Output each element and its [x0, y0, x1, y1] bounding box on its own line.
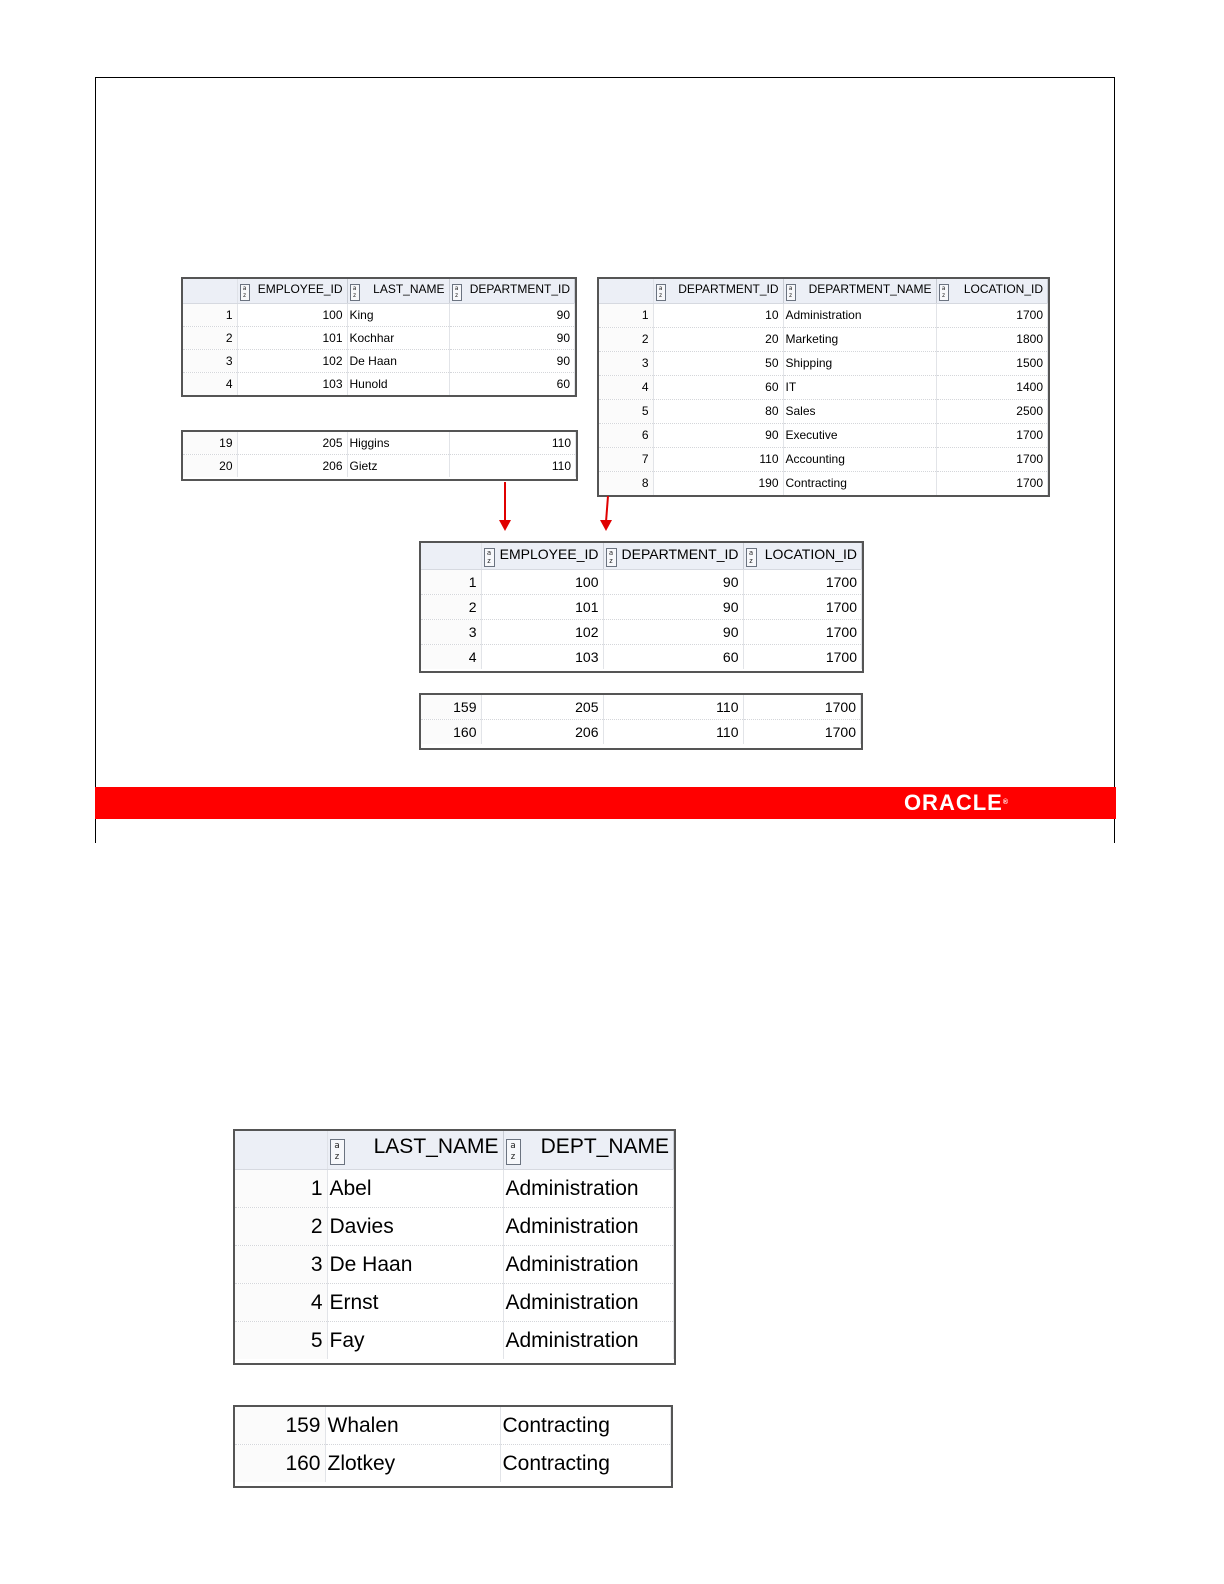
- column-header[interactable]: a z LOCATION_ID: [743, 543, 862, 570]
- table-row[interactable]: [183, 455, 576, 478]
- names-table-continued: [233, 1405, 673, 1488]
- cell[interactable]: Whalen: [325, 1407, 500, 1445]
- row-number: 5: [599, 400, 653, 424]
- cell[interactable]: Ernst: [327, 1284, 503, 1322]
- row-number: 7: [599, 448, 653, 472]
- row-number: 160: [421, 720, 481, 745]
- row-number: 4: [599, 376, 653, 400]
- cell[interactable]: 1700: [743, 570, 862, 595]
- cell[interactable]: 80: [653, 400, 783, 424]
- table-row[interactable]: [599, 304, 1048, 328]
- table-row[interactable]: [599, 472, 1048, 496]
- row-number-header: [183, 279, 237, 304]
- sort-icon[interactable]: a z: [656, 284, 666, 301]
- cell[interactable]: 190: [653, 472, 783, 496]
- cell[interactable]: 1800: [936, 328, 1048, 352]
- sort-icon[interactable]: a z: [939, 284, 949, 301]
- row-number: 3: [599, 352, 653, 376]
- cell[interactable]: Contracting: [500, 1407, 671, 1445]
- cell[interactable]: Sales: [783, 400, 936, 424]
- cell[interactable]: 60: [653, 376, 783, 400]
- row-number: 1: [421, 570, 481, 595]
- cell[interactable]: 205: [237, 432, 347, 455]
- sort-icon[interactable]: a z: [746, 548, 757, 567]
- oracle-logo: ORACLE®: [903, 790, 1009, 815]
- sort-icon[interactable]: a z: [606, 548, 617, 567]
- column-header[interactable]: a z LOCATION_ID: [936, 279, 1048, 304]
- table-row[interactable]: [235, 1284, 674, 1322]
- table-row[interactable]: [235, 1407, 671, 1445]
- cell[interactable]: 206: [237, 455, 347, 478]
- cell[interactable]: Administration: [503, 1170, 674, 1208]
- row-number: 3: [183, 350, 237, 373]
- row-number: 2: [599, 328, 653, 352]
- cell[interactable]: Executive: [783, 424, 936, 448]
- cell[interactable]: 1700: [936, 424, 1048, 448]
- row-number: 1: [183, 304, 237, 327]
- sort-icon[interactable]: a z: [240, 284, 250, 301]
- row-number: 159: [421, 695, 481, 720]
- cell[interactable]: Administration: [503, 1246, 674, 1284]
- cell[interactable]: 50: [653, 352, 783, 376]
- row-number-header: [235, 1131, 327, 1170]
- cell[interactable]: Abel: [327, 1170, 503, 1208]
- cell[interactable]: 1700: [743, 645, 862, 670]
- cell[interactable]: 1700: [743, 620, 862, 645]
- cell[interactable]: 2500: [936, 400, 1048, 424]
- column-header[interactable]: a z EMPLOYEE_ID: [237, 279, 347, 304]
- header-row: [183, 279, 575, 304]
- table-row[interactable]: [183, 432, 576, 455]
- table-row[interactable]: [421, 570, 862, 595]
- cell[interactable]: 1500: [936, 352, 1048, 376]
- header-row: [421, 543, 862, 570]
- cell[interactable]: 110: [653, 448, 783, 472]
- cell[interactable]: 101: [481, 595, 603, 620]
- cell[interactable]: 1700: [936, 472, 1048, 496]
- column-header[interactable]: a z LAST_NAME: [347, 279, 449, 304]
- row-number: 20: [183, 455, 237, 478]
- footer-bar: [95, 787, 1116, 819]
- column-header[interactable]: a z DEPARTMENT_NAME: [783, 279, 936, 304]
- column-header[interactable]: a z LAST_NAME: [327, 1131, 503, 1170]
- row-number: 3: [235, 1246, 327, 1284]
- table-row[interactable]: [183, 350, 575, 373]
- sort-icon[interactable]: a z: [484, 548, 495, 567]
- sort-icon[interactable]: a z: [330, 1139, 345, 1165]
- cell[interactable]: 100: [481, 570, 603, 595]
- cell[interactable]: Contracting: [500, 1445, 671, 1483]
- table-row[interactable]: [235, 1246, 674, 1284]
- sort-icon[interactable]: a z: [786, 284, 796, 301]
- cell[interactable]: Davies: [327, 1208, 503, 1246]
- cell[interactable]: 90: [449, 327, 575, 350]
- down-arrow-icon: [598, 496, 614, 532]
- cell[interactable]: De Haan: [327, 1246, 503, 1284]
- row-number: 1: [235, 1170, 327, 1208]
- table-row[interactable]: [599, 448, 1048, 472]
- header-row: [235, 1131, 674, 1170]
- cell[interactable]: 103: [237, 373, 347, 396]
- join-result-table: [419, 541, 864, 673]
- row-number: 1: [599, 304, 653, 328]
- column-header[interactable]: a z DEPARTMENT_ID: [449, 279, 575, 304]
- cell[interactable]: De Haan: [347, 350, 449, 373]
- row-number-header: [421, 543, 481, 570]
- cell[interactable]: 1700: [743, 720, 861, 745]
- cell[interactable]: Administration: [783, 304, 936, 328]
- row-number: 2: [421, 595, 481, 620]
- cell[interactable]: 100: [237, 304, 347, 327]
- column-header[interactable]: a z EMPLOYEE_ID: [481, 543, 603, 570]
- cell[interactable]: Zlotkey: [325, 1445, 500, 1483]
- row-number: 8: [599, 472, 653, 496]
- table-row[interactable]: [421, 720, 861, 745]
- row-number: 4: [183, 373, 237, 396]
- table-row[interactable]: [421, 620, 862, 645]
- cell[interactable]: 1700: [743, 595, 862, 620]
- table-row[interactable]: [421, 595, 862, 620]
- table-row[interactable]: [599, 352, 1048, 376]
- cell[interactable]: Gietz: [347, 455, 449, 478]
- row-number: 5: [235, 1322, 327, 1360]
- cell[interactable]: 1700: [936, 304, 1048, 328]
- cell[interactable]: Administration: [503, 1322, 674, 1360]
- employees-table: [181, 277, 577, 397]
- cell[interactable]: 10: [653, 304, 783, 328]
- cell[interactable]: 90: [449, 304, 575, 327]
- cell[interactable]: Contracting: [783, 472, 936, 496]
- cell[interactable]: 60: [449, 373, 575, 396]
- sort-icon[interactable]: a z: [506, 1139, 521, 1165]
- cell[interactable]: Administration: [503, 1208, 674, 1246]
- table-row[interactable]: [235, 1445, 671, 1483]
- cell[interactable]: 1700: [743, 695, 861, 720]
- table-row[interactable]: [599, 424, 1048, 448]
- cell[interactable]: 90: [603, 620, 743, 645]
- cell[interactable]: 20: [653, 328, 783, 352]
- table-row[interactable]: [183, 373, 575, 396]
- row-number: 6: [599, 424, 653, 448]
- column-header[interactable]: a z DEPARTMENT_ID: [653, 279, 783, 304]
- cell[interactable]: 110: [603, 695, 743, 720]
- cell[interactable]: 1400: [936, 376, 1048, 400]
- row-number: 3: [421, 620, 481, 645]
- row-number: 160: [235, 1445, 325, 1483]
- employees-table-continued: [181, 430, 578, 481]
- sort-icon[interactable]: a z: [350, 284, 360, 301]
- down-arrow-icon: [497, 482, 513, 532]
- cell[interactable]: Marketing: [783, 328, 936, 352]
- cell[interactable]: 103: [481, 645, 603, 670]
- table-row[interactable]: [599, 376, 1048, 400]
- cell[interactable]: 101: [237, 327, 347, 350]
- join-result-table-continued: [419, 693, 863, 750]
- column-header[interactable]: a z DEPARTMENT_ID: [603, 543, 743, 570]
- table-row[interactable]: [183, 327, 575, 350]
- cell[interactable]: 90: [603, 570, 743, 595]
- table-row[interactable]: [599, 328, 1048, 352]
- cell[interactable]: 102: [237, 350, 347, 373]
- cell[interactable]: Shipping: [783, 352, 936, 376]
- cell[interactable]: Hunold: [347, 373, 449, 396]
- row-number: 159: [235, 1407, 325, 1445]
- table-row[interactable]: [235, 1322, 674, 1360]
- cell[interactable]: 206: [481, 720, 603, 745]
- cell[interactable]: 1700: [936, 448, 1048, 472]
- cell[interactable]: 110: [449, 432, 576, 455]
- names-table: [233, 1129, 676, 1365]
- cell[interactable]: Fay: [327, 1322, 503, 1360]
- table-row[interactable]: [183, 304, 575, 327]
- cell[interactable]: 60: [603, 645, 743, 670]
- table-row[interactable]: [599, 400, 1048, 424]
- departments-table: [597, 277, 1050, 497]
- row-number: 2: [183, 327, 237, 350]
- table-row[interactable]: [421, 695, 861, 720]
- cell[interactable]: 90: [653, 424, 783, 448]
- table-row[interactable]: [235, 1208, 674, 1246]
- cell[interactable]: Higgins: [347, 432, 449, 455]
- cell[interactable]: 110: [603, 720, 743, 745]
- cell[interactable]: Accounting: [783, 448, 936, 472]
- cell[interactable]: Administration: [503, 1284, 674, 1322]
- row-number: 4: [235, 1284, 327, 1322]
- row-number: 4: [421, 645, 481, 670]
- cell[interactable]: 110: [449, 455, 576, 478]
- cell[interactable]: 90: [603, 595, 743, 620]
- cell[interactable]: 205: [481, 695, 603, 720]
- row-number-header: [599, 279, 653, 304]
- table-row[interactable]: [421, 645, 862, 670]
- cell[interactable]: Kochhar: [347, 327, 449, 350]
- cell[interactable]: 102: [481, 620, 603, 645]
- table-row[interactable]: [235, 1170, 674, 1208]
- header-row: [599, 279, 1048, 304]
- sort-icon[interactable]: a z: [452, 284, 462, 301]
- column-header[interactable]: a z DEPT_NAME: [503, 1131, 674, 1170]
- cell[interactable]: IT: [783, 376, 936, 400]
- cell[interactable]: 90: [449, 350, 575, 373]
- row-number: 2: [235, 1208, 327, 1246]
- row-number: 19: [183, 432, 237, 455]
- cell[interactable]: King: [347, 304, 449, 327]
